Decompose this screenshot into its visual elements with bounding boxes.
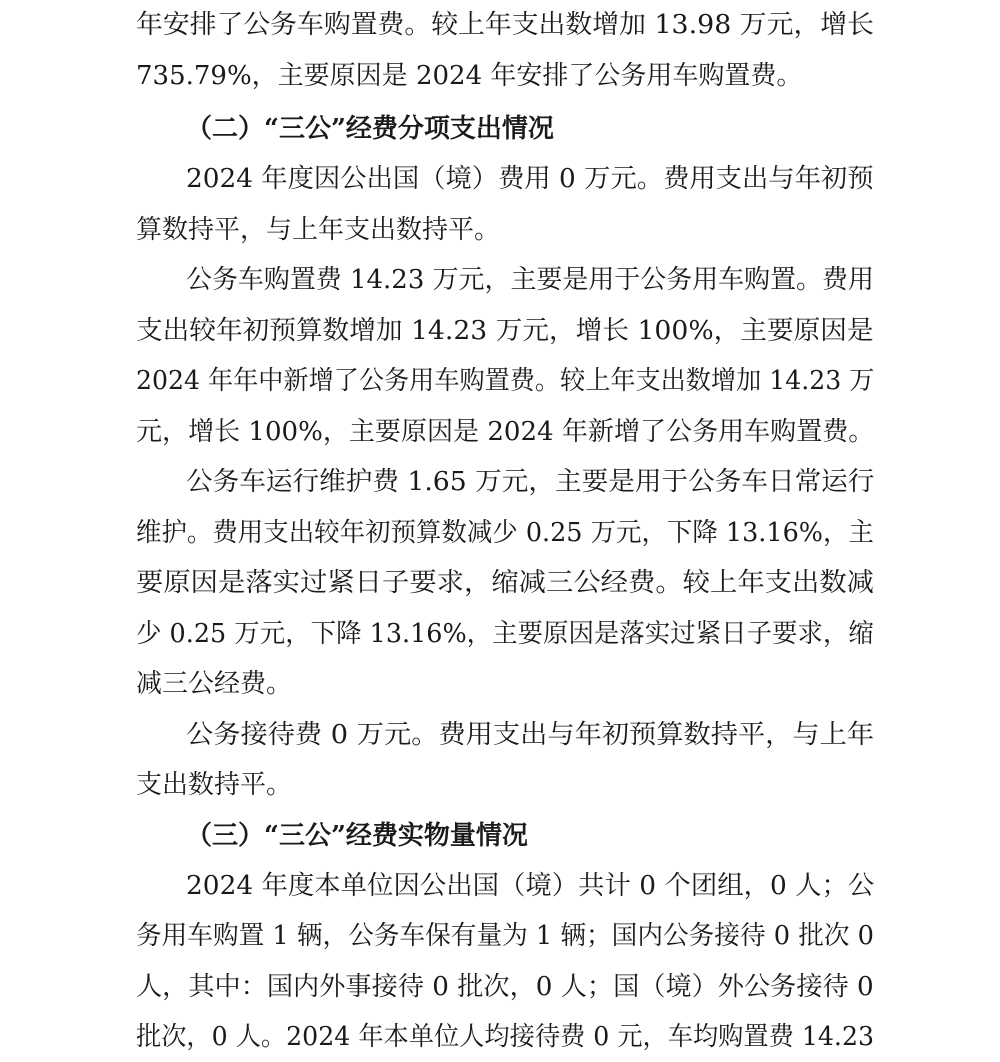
text-line-content: 算数持平，与上年支出数持平。 xyxy=(136,215,501,245)
text-line xyxy=(0,710,1000,760)
text-line-content: 人，其中：国内外事接待 0 批次，0 人；国（境）外公务接待 0 xyxy=(136,972,874,1002)
text-line xyxy=(0,962,1000,1012)
text-line xyxy=(0,1012,1000,1062)
text-line-content: 减三公经费。 xyxy=(136,669,293,699)
section-heading xyxy=(0,811,1000,861)
text-line xyxy=(0,558,1000,608)
text-line-content: 支出数持平。 xyxy=(136,770,293,800)
text-line xyxy=(0,0,1000,50)
text-line-content: 公务车购置费 14.23 万元，主要是用于公务用车购置。费用 xyxy=(186,265,874,295)
text-line xyxy=(0,861,1000,911)
text-line-content: 维护。费用支出较年初预算数减少 0.25 万元，下降 13.16%，主 xyxy=(136,518,874,548)
text-line xyxy=(0,911,1000,961)
text-line-content: 2024 年度本单位因公出国（境）共计 0 个团组，0 人；公 xyxy=(186,871,875,901)
section-heading-text: （三）“三公”经费实物量情况 xyxy=(186,821,528,851)
text-line xyxy=(0,659,1000,709)
text-line-content: 公务接待费 0 万元。费用支出与年初预算数持平，与上年 xyxy=(186,720,875,750)
text-line-content: 2024 年年中新增了公务用车购置费。较上年支出数增加 14.23 万 xyxy=(136,366,875,396)
text-line xyxy=(0,51,1000,101)
text-line-content: 元，增长 100%，主要原因是 2024 年新增了公务用车购置费。 xyxy=(136,417,875,447)
text-line xyxy=(0,508,1000,558)
text-line-content: 735.79%，主要原因是 2024 年安排了公务用车购置费。 xyxy=(136,61,803,91)
text-line xyxy=(0,760,1000,810)
text-line xyxy=(0,306,1000,356)
text-line-content: 支出较年初预算数增加 14.23 万元，增长 100%，主要原因是 xyxy=(136,316,874,346)
text-line-content: 批次，0 人。2024 年本单位人均接待费 0 元，车均购置费 14.23 xyxy=(136,1022,875,1052)
text-line xyxy=(0,205,1000,255)
text-line-content: 2024 年度因公出国（境）费用 0 万元。费用支出与年初预 xyxy=(186,164,874,194)
text-line-content: 少 0.25 万元，下降 13.16%，主要原因是落实过紧日子要求，缩 xyxy=(136,619,874,649)
text-line-content: 公务车运行维护费 1.65 万元，主要是用于公务车日常运行 xyxy=(186,467,875,497)
section-heading-text: （二）“三公”经费分项支出情况 xyxy=(186,114,554,144)
text-line-content: 年安排了公务车购置费。较上年支出数增加 13.98 万元，增长 xyxy=(136,10,874,40)
text-line xyxy=(0,255,1000,305)
text-line xyxy=(0,356,1000,406)
text-line-content: 务用车购置 1 辆，公务车保有量为 1 辆；国内公务接待 0 批次 0 xyxy=(136,921,875,951)
text-line-content: 要原因是落实过紧日子要求，缩减三公经费。较上年支出数减 xyxy=(136,568,875,598)
text-line xyxy=(0,407,1000,457)
text-line xyxy=(0,609,1000,659)
text-line xyxy=(0,457,1000,507)
text-line xyxy=(0,154,1000,204)
section-heading xyxy=(0,104,1000,154)
